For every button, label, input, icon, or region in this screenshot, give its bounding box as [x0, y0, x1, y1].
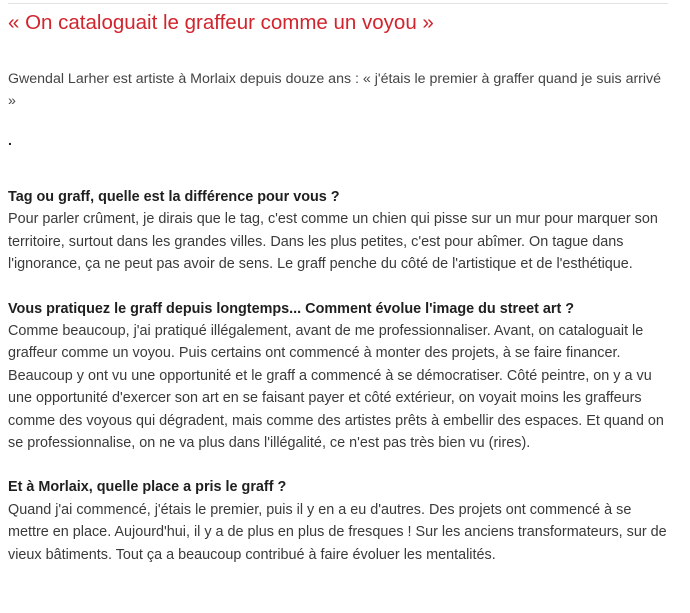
question-3: Et à Morlaix, quelle place a pris le graff ? — [8, 479, 287, 496]
article — [8, 8, 668, 566]
article-intro: Gwendal Larher est artiste à Morlaix depuis douze ans : « j'étais le premier à graffer quand je suis arrivé » — [8, 71, 662, 109]
question-1: Tag ou graff, quelle est la différence pour vous ? — [8, 189, 340, 205]
answer-2: Comme beaucoup, j'ai pratiqué illégalement, avant de me professionnaliser. Avant, on cataloguait le graffeur comme un voyou. Puis certains ont commencé à monter des projets, à se faire financer. Beaucoup y ont vu une opportunité et le graff a commencé à se démocratiser. Côté peintre, on y a vu une opportunité d'exercer son art en se faisant payer et côté extérieur, on voyait moins les graffeurs comme des voyous qui dégradent, mais comme des artistes prêts à embellir des espaces. Et quand on se professionnalise, on ne va plus dans l'illégalité, ce n'est pas très bien vu (rires). — [8, 323, 664, 452]
article-headline: « On cataloguait le graffeur comme un voyou » — [8, 11, 434, 34]
qa-block-1 — [8, 186, 668, 276]
top-divider — [8, 3, 668, 4]
separator-dot: . — [8, 133, 12, 149]
question-2: Vous pratiquez le graff depuis longtemps... Comment évolue l'image du street art ? — [8, 300, 575, 317]
answer-1: Pour parler crûment, je dirais que le tag, c'est comme un chien qui pisse sur un mur pour marquer son territoire, surtout dans les grandes villes. Dans les plus petites, c'est pour abîmer. On tague dans l'ignorance, ça ne peut pas avoir de sens. Le graff penche du côté de l'artistique et de l'esthétique. — [8, 211, 658, 273]
qa-block-3 — [8, 476, 668, 566]
qa-block-2 — [8, 298, 668, 455]
answer-3: Quand j'ai commencé, j'étais le premier, puis il y en a eu d'autres. Des projets ont commencé à se mettre en place. Aujourd'hui, il y a de plus en plus de fresques ! Sur les anciens transformateurs, sur de vieux bâtiments. Tout ça a beaucoup contribué à faire évoluer les mentalités. — [8, 501, 667, 563]
